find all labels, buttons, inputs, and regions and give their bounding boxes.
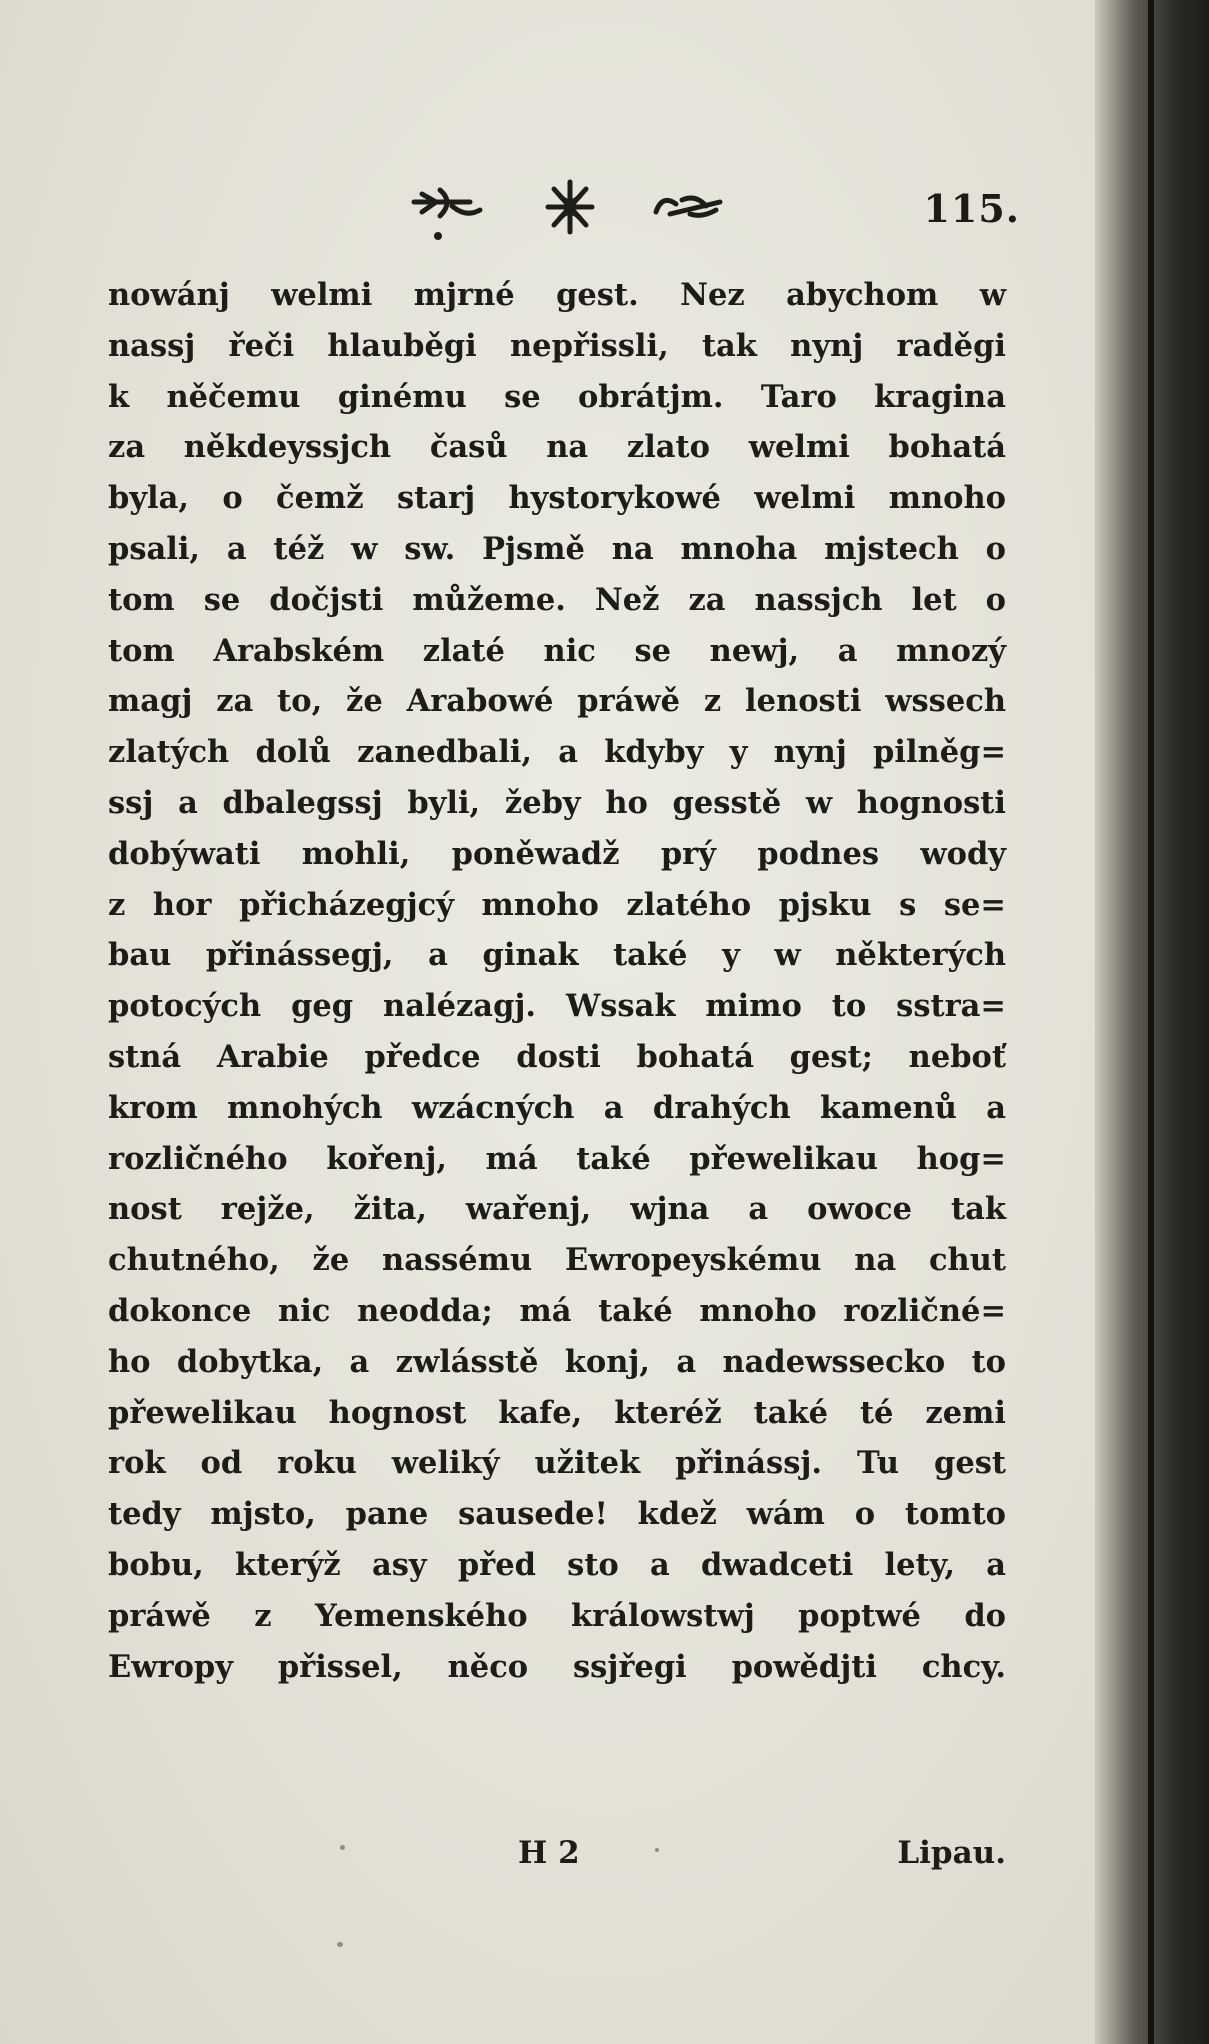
text-line: tedy mjsto, pane sausede! kdež wám o tomto	[108, 1496, 1006, 1533]
text-line: potocých geg nalézagj. Wssak mimo to sstra=	[108, 988, 1006, 1025]
page-header	[400, 172, 1080, 242]
text-line: byla, o čemž starj hystorykowé welmi mnoho	[108, 480, 1006, 517]
text-line: nowánj welmi mjrné gest. Nez abychom w	[108, 277, 1006, 313]
page-footer	[108, 1835, 1006, 1887]
text-line: z hor přicházegjcý mnoho zlatého pjsku s se=	[108, 886, 1006, 923]
text-line: krom mnohých wzácných a drahých kamenů a	[108, 1089, 1006, 1126]
text-line: za někdeyssjch časů na zlato welmi bohatá	[108, 429, 1006, 466]
text-line: ho dobytka, a zwlásstě konj, a nadewssecko to	[108, 1343, 1006, 1380]
text-line: ssj a dbalegssj byli, žeby ho gesstě w hognosti	[108, 784, 1006, 821]
text-line: dobýwati mohli, poněwadž prý podnes wody	[108, 835, 1006, 872]
text-line: nassj řeči hlauběgi nepřissli, tak nynj raděgi	[108, 327, 1006, 364]
text-line: k něčemu ginému se obrátjm. Taro kragina	[108, 378, 1006, 415]
page-number: 115.	[923, 186, 1020, 231]
text-line: tom se dočjsti můžeme. Než za nassjch let o	[108, 581, 1006, 618]
catchword: Lipau.	[897, 1835, 1006, 1871]
text-line: tom Arabském zlaté nic se newj, a mnozý	[108, 632, 1006, 669]
text-line: dokonce nic neodda; má také mnoho rozličné=	[108, 1292, 1006, 1329]
text-line: zlatých dolů zanedbali, a kdyby y nynj pilněg=	[108, 734, 1006, 771]
text-line: práwě z Yemenského králowstwj poptwé do	[108, 1597, 1006, 1634]
body-text	[108, 270, 1006, 1692]
text-line: rozličného kořenj, má také přewelikau hog=	[108, 1140, 1006, 1177]
text-line: bobu, kterýž asy před sto a dwadceti lety, a	[108, 1546, 1006, 1583]
text-line: psali, a též w sw. Pjsmě na mnoha mjstech o	[108, 530, 1006, 567]
binding-edge	[1148, 0, 1154, 2044]
text-line: nost rejže, žita, wařenj, wjna a owoce tak	[108, 1191, 1006, 1228]
text-line: chutného, že nassému Ewropeyskému na chut	[108, 1242, 1006, 1279]
text-line: rok od roku weliký užitek přinássj. Tu gest	[108, 1445, 1006, 1482]
text-line: stná Arabie předce dosti bohatá gest; neboť	[108, 1038, 1006, 1075]
text-line: bau přinássegj, a ginak také y w některých	[108, 937, 1006, 974]
paper-speck	[337, 1942, 343, 1947]
decorative-flourish-icon	[400, 172, 740, 242]
text-line: Ewropy přissel, něco ssjřegi powědjti chcy.	[108, 1648, 1006, 1685]
text-line: přewelikau hognost kafe, kteréž také té zemi	[108, 1394, 1006, 1431]
text-line: magj za to, že Arabowé práwě z lenosti wssech	[108, 683, 1006, 720]
signature-mark: H 2	[518, 1835, 580, 1871]
